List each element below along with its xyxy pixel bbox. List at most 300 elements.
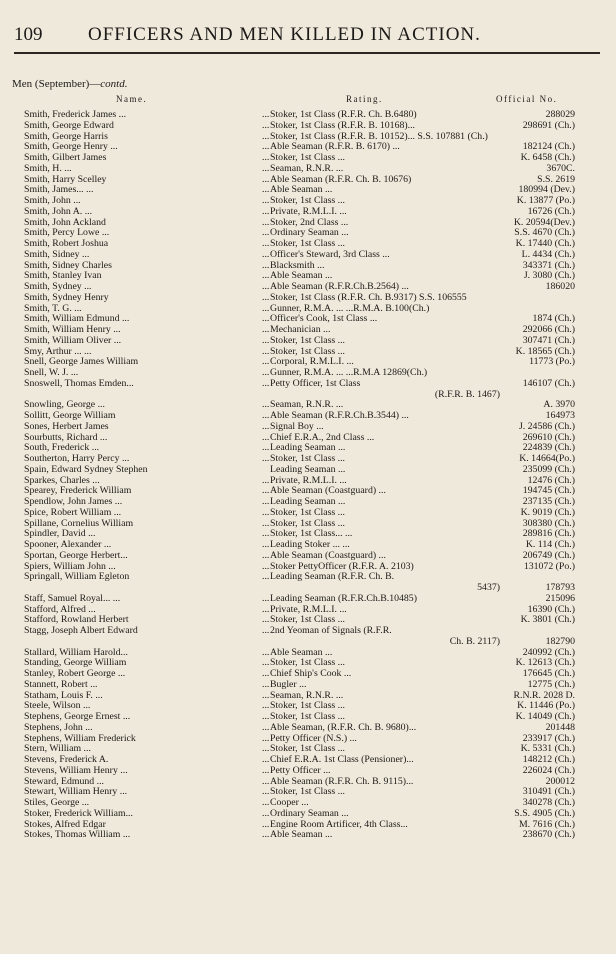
person-name: Snell, George James William (24, 357, 139, 368)
official-number: 233917 (Ch.) (522, 732, 575, 744)
rating-text: Seaman, R.N.R. ... (270, 690, 344, 701)
rating-text: Stoker, 1st Class... ... (270, 529, 353, 540)
leader-dots: ... (262, 303, 270, 314)
person-name: Sparkes, Charles ... (24, 475, 100, 486)
list-row (0, 400, 616, 411)
person-name: Stiles, George ... (24, 798, 90, 808)
leader-dots: ... (262, 292, 270, 303)
official-number: 194745 (Ch.) (522, 485, 575, 497)
leader-dots: ... (262, 260, 270, 271)
rating-text: Corporal, R.M.L.I. ... (270, 357, 354, 368)
person-name: Sollitt, George William (24, 411, 116, 421)
rating-text: Chief E.R.A. 1st Class (Pensioner)... (270, 755, 414, 765)
person-name: Smith, John Ackland (24, 217, 106, 228)
column-header-name: Name. (116, 94, 148, 104)
official-number: K. 14664(Po.) (519, 453, 575, 464)
column-header-official-no: Official No. (496, 94, 558, 104)
leader-dots: ... (262, 572, 270, 583)
list-row (0, 723, 616, 734)
rating-text: Ordinary Seaman ... (270, 228, 349, 239)
rating-text: Chief E.R.A., 2nd Class ... (270, 432, 375, 443)
list-row (0, 594, 616, 605)
person-name: Stanley, Robert George ... (24, 669, 126, 679)
person-name: Smith, James... ... (24, 185, 94, 196)
official-number: 238670 (Ch.) (522, 829, 575, 841)
leader-dots: ... (262, 120, 270, 131)
leader-dots: ... (262, 325, 270, 335)
list-row (0, 551, 616, 562)
rating-text: Stoker, 1st Class ... (270, 787, 345, 798)
rating-text-continued: Ch. B. 2117) (449, 636, 500, 647)
official-number: 269610 (Ch.) (522, 431, 575, 443)
rating-text: Able Seaman (R.F.R. Ch. B. 9115)... (270, 776, 414, 787)
official-number: A. 3970 (543, 399, 575, 411)
person-name: Stevens, William Henry ... (24, 765, 128, 776)
leader-dots: ... (262, 722, 270, 733)
person-name: Smith, Sidney ... (24, 249, 90, 260)
official-number: 235099 (Ch.) (522, 463, 575, 475)
leader-dots: ... (262, 185, 270, 196)
leader-dots: ... (262, 744, 270, 755)
leader-dots: ... (262, 131, 270, 142)
rating-text: Gunner, R.M.A. ... ...R.M.A. B.100(Ch.) (270, 303, 430, 314)
rating-text: Stoker, 1st Class ... (270, 744, 345, 755)
rating-text: Cooper ... (270, 798, 309, 808)
official-number: 289816 (Ch.) (522, 528, 575, 540)
list-row (0, 562, 616, 573)
official-number: 11773 (Po.) (529, 356, 575, 368)
rating-text: Able Seaman ... (270, 185, 333, 196)
rating-text: Leading Seaman (R.F.R.Ch.B.10485) (270, 593, 417, 604)
rating-text: Able Seaman (Coastguard) ... (270, 550, 386, 561)
leader-dots: ... (262, 808, 270, 819)
official-number: 288029 (545, 109, 575, 120)
rating-text: Stoker, 1st Class ... (270, 335, 345, 346)
leader-dots: ... (262, 357, 270, 368)
official-number: 12775 (Ch.) (527, 678, 575, 690)
rating-text: Petty Officer, 1st Class (270, 378, 361, 389)
leader-dots: ... (262, 174, 270, 185)
page-title: OFFICERS AND MEN KILLED IN ACTION. (88, 24, 481, 45)
official-number: 237135 (Ch.) (522, 496, 575, 507)
official-number: 146107 (Ch.) (522, 377, 575, 389)
person-name: Stern, William ... (24, 744, 91, 755)
rating-text: Seaman, R.N.R. ... (270, 163, 344, 174)
list-row (0, 153, 616, 164)
leader-dots: ... (262, 626, 270, 636)
list-row (0, 304, 616, 315)
rating-text: Stoker, 1st Class ... (270, 239, 345, 249)
official-number: 182790 (545, 635, 575, 647)
leader-dots: ... (262, 346, 270, 357)
list-row (0, 680, 616, 691)
rating-text: Stoker, 1st Class ... (270, 658, 345, 669)
list-row (0, 465, 616, 476)
official-number: S.S. 4905 (Ch.) (514, 807, 575, 819)
leader-dots: ... (262, 239, 270, 249)
official-number: R.N.R. 2028 D. (513, 689, 575, 701)
rating-text: Able Seaman ... (270, 647, 333, 658)
rating-text-continued: (R.F.R. B. 1467) (434, 389, 500, 400)
casualty-list (0, 110, 616, 841)
rating-text: Leading Seaman (R.F.R. Ch. B. (270, 572, 395, 583)
official-number: S.S. 2619 (537, 173, 575, 185)
person-name: South, Frederick ... (24, 443, 100, 454)
official-number: 186020 (545, 281, 575, 292)
official-number: 292066 (Ch.) (522, 324, 575, 335)
leader-dots: ... (262, 411, 270, 421)
list-row (0, 271, 616, 282)
official-number: 226024 (Ch.) (522, 764, 575, 776)
official-number: 16390 (Ch.) (527, 603, 575, 615)
official-number: K. 20594(Dev.) (513, 216, 575, 228)
person-name: Spain, Edward Sydney Stephen (24, 464, 148, 475)
column-header-rating: Rating. (346, 94, 383, 104)
person-name: Stephens, John ... (24, 722, 93, 733)
rating-text-continued: 5437) (477, 583, 500, 593)
rating-text: Stoker, 1st Class (R.F.R. B. 10168)... (270, 120, 415, 131)
leader-dots: ... (262, 454, 270, 464)
leader-dots: ... (262, 497, 270, 507)
person-name: Stagg, Joseph Albert Edward (24, 626, 138, 636)
person-name: Stafford, Rowland Herbert (24, 615, 129, 626)
rating-text: Stoker, 1st Class ... (270, 701, 345, 712)
official-number: 206749 (Ch.) (522, 549, 575, 561)
rating-text: Able Seaman (R.F.R. B. 6170) ... (270, 142, 400, 153)
official-number: 224839 (Ch.) (522, 442, 575, 454)
rating-text: Stoker, 1st Class ... (270, 196, 345, 206)
rating-text: Able Seaman (Coastguard) ... (270, 486, 386, 497)
page-header (14, 22, 602, 52)
leader-dots: ... (262, 228, 270, 239)
person-name: Snell, W. J. ... (24, 368, 79, 378)
person-name: Stallard, William Harold... (24, 647, 128, 658)
list-row (0, 196, 616, 207)
section-label (12, 78, 127, 90)
leader-dots: ... (262, 647, 270, 658)
leader-dots: ... (262, 593, 270, 604)
leader-dots: ... (262, 701, 270, 712)
list-row (0, 250, 616, 261)
rating-text: Stoker, 2nd Class ... (270, 217, 349, 228)
official-number: K. 12613 (Ch.) (515, 657, 575, 669)
person-name: Stephens, William Frederick (24, 733, 136, 744)
person-name: Smith, George Henry ... (24, 142, 118, 153)
list-row (0, 336, 616, 347)
official-number: 298691 (Ch.) (522, 119, 575, 131)
leader-dots: ... (262, 432, 270, 443)
leader-dots: ... (262, 271, 270, 282)
official-number: K. 11446 (Po.) (517, 700, 575, 712)
rating-text: Able Seaman (R.F.R.Ch.B.3544) ... (270, 411, 409, 421)
rating-text: Mechanician ... (270, 325, 331, 335)
official-number: K. 5331 (Ch.) (520, 743, 575, 755)
leader-dots: ... (262, 421, 270, 432)
person-name: Spooner, Alexander ... (24, 540, 112, 550)
leader-dots: ... (262, 443, 270, 454)
leader-dots: ... (262, 163, 270, 174)
list-row (0, 379, 616, 401)
person-name: Smith, John A. ... (24, 206, 93, 217)
person-name: Sportan, George Herbert... (24, 550, 128, 561)
official-number: J. 3080 (Ch.) (523, 270, 575, 282)
person-name: Smith, William Henry ... (24, 325, 121, 335)
official-number: 343371 (Ch.) (522, 259, 575, 271)
official-number: 148212 (Ch.) (522, 754, 575, 765)
rating-text: Stoker, 1st Class (R.F.R. Ch. B.9317) S.S. 106555 (270, 292, 467, 303)
rating-text: Able Seaman (R.F.R. Ch. B. 10676) (270, 174, 412, 185)
official-number: 307471 (Ch.) (522, 334, 575, 346)
person-name: Smith, Robert Joshua (24, 239, 109, 249)
leader-dots: ... (262, 765, 270, 776)
leader-dots: ... (262, 819, 270, 830)
official-number: 215096 (545, 592, 575, 604)
official-number: K. 9019 (Ch.) (520, 506, 575, 518)
leader-dots: ... (262, 755, 270, 765)
list-row (0, 809, 616, 820)
person-name: Steward, Edmund ... (24, 776, 104, 787)
rating-text: Stoker PettyOfficer (R.F.R. A. 2103) (270, 561, 414, 572)
person-name: Smith, George Harris (24, 131, 108, 142)
official-number: 201448 (545, 721, 575, 733)
official-number: K. 6458 (Ch.) (520, 152, 575, 163)
rating-text: Leading Seaman ... (270, 497, 346, 507)
person-name: Smith, William Edmund ... (24, 314, 130, 325)
leader-dots: ... (262, 733, 270, 744)
list-row (0, 164, 616, 175)
leader-dots: ... (262, 217, 270, 228)
person-name: Spindler, David ... (24, 529, 96, 540)
rating-text: Able Seaman ... (270, 271, 333, 282)
official-number: 308380 (Ch.) (522, 517, 575, 529)
official-number: 16726 (Ch.) (527, 205, 575, 217)
person-name: Stokes, Thomas William ... (24, 830, 131, 841)
rating-text: Leading Seaman ... (270, 443, 346, 454)
person-name: Smith, T. G. ... (24, 303, 82, 314)
leader-dots: ... (262, 314, 270, 325)
official-number: J. 24586 (Ch.) (518, 420, 575, 432)
official-number: K. 114 (Ch.) (525, 539, 575, 550)
person-name: Staff, Samuel Royal... ... (24, 593, 121, 604)
header-rule (14, 52, 600, 54)
leader-dots: ... (262, 615, 270, 626)
person-name: Stokes, Alfred Edgar (24, 819, 106, 830)
person-name: Standing, George William (24, 658, 127, 669)
rating-text: Leading Seaman ... (270, 464, 346, 475)
list-row (0, 347, 616, 358)
leader-dots: ... (262, 378, 270, 389)
rating-text: Private, R.M.L.I. ... (270, 475, 347, 486)
person-name: Smy, Arthur ... ... (24, 346, 92, 357)
person-name: Smith, Stanley Ivan (24, 271, 102, 282)
leader-dots: ... (262, 507, 270, 518)
official-number: S.S. 4670 (Ch.) (514, 227, 575, 239)
rating-text: Seaman, R.N.R. ... (270, 400, 344, 411)
leader-dots: ... (262, 529, 270, 540)
leader-dots: ... (262, 658, 270, 669)
rating-text: Petty Officer ... (270, 765, 331, 776)
rating-text: Stoker, 1st Class (R.F.R. Ch. B.6480) (270, 110, 417, 120)
official-number: 200012 (545, 775, 575, 787)
person-name: Statham, Louis F. ... (24, 690, 103, 701)
leader-dots: ... (262, 540, 270, 550)
list-row (0, 293, 616, 304)
rating-text: Chief Ship's Cook ... (270, 669, 352, 679)
person-name: Spillane, Cornelius William (24, 518, 134, 529)
official-number: 180994 (Dev.) (518, 184, 575, 196)
list-row (0, 615, 616, 626)
leader-dots: ... (262, 110, 270, 120)
leader-dots: ... (262, 249, 270, 260)
person-name: Smith, Sydney Henry (24, 292, 109, 303)
list-row (0, 626, 616, 648)
rating-text: Petty Officer (N.S.) ... (270, 733, 357, 744)
leader-dots: ... (262, 669, 270, 679)
official-number: L. 4434 (Ch.) (521, 248, 575, 260)
rating-text: Able Seaman ... (270, 830, 333, 841)
leader-dots: ... (262, 142, 270, 153)
person-name: Stewart, William Henry ... (24, 787, 128, 798)
person-name: Smith, Sydney ... (24, 282, 92, 292)
leader-dots: ... (262, 153, 270, 163)
person-name: Sourbutts, Richard ... (24, 432, 108, 443)
person-name: Smith, Sidney Charles (24, 260, 112, 271)
official-number: K. 17440 (Ch.) (515, 238, 575, 249)
official-number: K. 14049 (Ch.) (515, 711, 575, 722)
person-name: Smith, William Oliver ... (24, 335, 122, 346)
person-name: Stoker, Frederick William... (24, 808, 133, 819)
leader-dots: ... (262, 690, 270, 701)
person-name: Stephens, George Ernest ... (24, 712, 131, 722)
leader-dots: ... (262, 712, 270, 722)
official-number: 12476 (Ch.) (527, 474, 575, 486)
person-name: Stevens, Frederick A. (24, 755, 109, 765)
list-row (0, 572, 616, 594)
person-name: Steele, Wilson ... (24, 701, 91, 712)
person-name: Smith, Frederick James ... (24, 110, 127, 120)
rating-text: Blacksmith ... (270, 260, 325, 271)
rating-text: Private, R.M.L.I. ... (270, 206, 347, 217)
person-name: Smith, Percy Lowe ... (24, 228, 110, 239)
official-number: 131072 (Po.) (523, 560, 575, 572)
rating-text: Stoker, 1st Class (R.F.R. B. 10152)... S.S. 107881 (Ch.) (270, 131, 488, 142)
rating-text: Private, R.M.L.I. ... (270, 604, 347, 615)
official-number: 3670C. (546, 162, 575, 174)
person-name: Spice, Robert William ... (24, 507, 122, 518)
rating-text: Officer's Cook, 1st Class ... (270, 314, 378, 325)
leader-dots: ... (262, 604, 270, 615)
rating-text: Officer's Steward, 3rd Class ... (270, 249, 390, 260)
person-name: Snoswell, Thomas Emden... (24, 378, 134, 389)
leader-dots: ... (262, 475, 270, 486)
rating-text: Leading Stoker ... ... (270, 540, 350, 550)
leader-dots: ... (262, 830, 270, 841)
person-name: Smith, Gilbert James (24, 153, 107, 163)
leader-dots: ... (262, 400, 270, 411)
rating-text: Stoker, 1st Class ... (270, 712, 345, 722)
rating-text: Gunner, R.M.A. ... ...R.M.A 12869(Ch.) (270, 368, 428, 378)
official-number: 340278 (Ch.) (522, 797, 575, 808)
rating-text: Engine Room Artificer, 4th Class... (270, 819, 408, 830)
person-name: Smith, John ... (24, 196, 81, 206)
official-number: M. 7616 (Ch.) (518, 818, 575, 830)
official-number: 164973 (545, 410, 575, 421)
page-number: 109 (14, 24, 43, 45)
list-row (0, 282, 616, 293)
leader-dots: ... (262, 679, 270, 690)
list-row (0, 712, 616, 723)
section-label-text: Men (September)— (12, 78, 101, 90)
rating-text: Able Seaman, (R.F.R. Ch. B. 9680)... (270, 722, 417, 733)
person-name: Stannett, Robert ... (24, 679, 98, 690)
list-row (0, 207, 616, 218)
list-row (0, 357, 616, 368)
rating-text: Signal Boy ... (270, 421, 324, 432)
official-number: 182124 (Ch.) (522, 141, 575, 153)
official-number: K. 18565 (Ch.) (515, 345, 575, 357)
person-name: Spearey, Frederick William (24, 486, 132, 497)
rating-text: Stoker, 1st Class ... (270, 518, 345, 529)
person-name: Smith, Harry Scelley (24, 174, 107, 185)
list-row (0, 669, 616, 680)
official-number: K. 3801 (Ch.) (520, 614, 575, 626)
official-number: K. 13877 (Po.) (516, 195, 575, 206)
leader-dots: ... (262, 282, 270, 292)
list-row (0, 766, 616, 777)
leader-dots: ... (262, 561, 270, 572)
list-row (0, 508, 616, 519)
official-number: 240992 (Ch.) (522, 646, 575, 658)
official-number: 310491 (Ch.) (522, 786, 575, 798)
list-row (0, 422, 616, 433)
rating-text: Stoker, 1st Class ... (270, 454, 345, 464)
rating-text: Ordinary Seaman ... (270, 808, 349, 819)
person-name: Springall, William Egleton (24, 572, 130, 583)
person-name: Smith, H. ... (24, 163, 72, 174)
leader-dots: ... (262, 335, 270, 346)
person-name: Southerton, Harry Percy ... (24, 454, 130, 464)
list-row (0, 830, 616, 841)
person-name: Sones, Herbert James (24, 421, 109, 432)
person-name: Spiers, William John ... (24, 561, 116, 572)
official-number: 178793 (545, 582, 575, 593)
leader-dots: ... (262, 787, 270, 798)
rating-text: Stoker, 1st Class ... (270, 615, 345, 626)
official-number: 176645 (Ch.) (522, 668, 575, 679)
leader-dots: ... (262, 550, 270, 561)
official-number: 1874 (Ch.) (532, 313, 575, 325)
rating-text: Stoker, 1st Class ... (270, 507, 345, 518)
leader-dots: ... (262, 206, 270, 217)
person-name: Smith, George Edward (24, 120, 114, 131)
rating-text: Able Seaman (R.F.R.Ch.B.2564) ... (270, 282, 409, 292)
person-name: Spendlow, John James ... (24, 497, 123, 507)
list-row (0, 121, 616, 132)
person-name: Snowling, George ... (24, 400, 105, 411)
rating-text: Stoker, 1st Class ... (270, 346, 345, 357)
leader-dots: ... (262, 776, 270, 787)
rating-text: Bugler ... (270, 679, 307, 690)
rating-text: Stoker, 1st Class ... (270, 153, 345, 163)
leader-dots: ... (262, 196, 270, 206)
list-row (0, 529, 616, 540)
person-name: Stafford, Alfred ... (24, 604, 96, 615)
section-label-suffix: contd. (100, 78, 128, 90)
leader-dots: ... (262, 798, 270, 808)
leader-dots: ... (262, 368, 270, 378)
rating-text: 2nd Yeoman of Signals (R.F.R. (270, 626, 392, 636)
leader-dots: ... (262, 518, 270, 529)
